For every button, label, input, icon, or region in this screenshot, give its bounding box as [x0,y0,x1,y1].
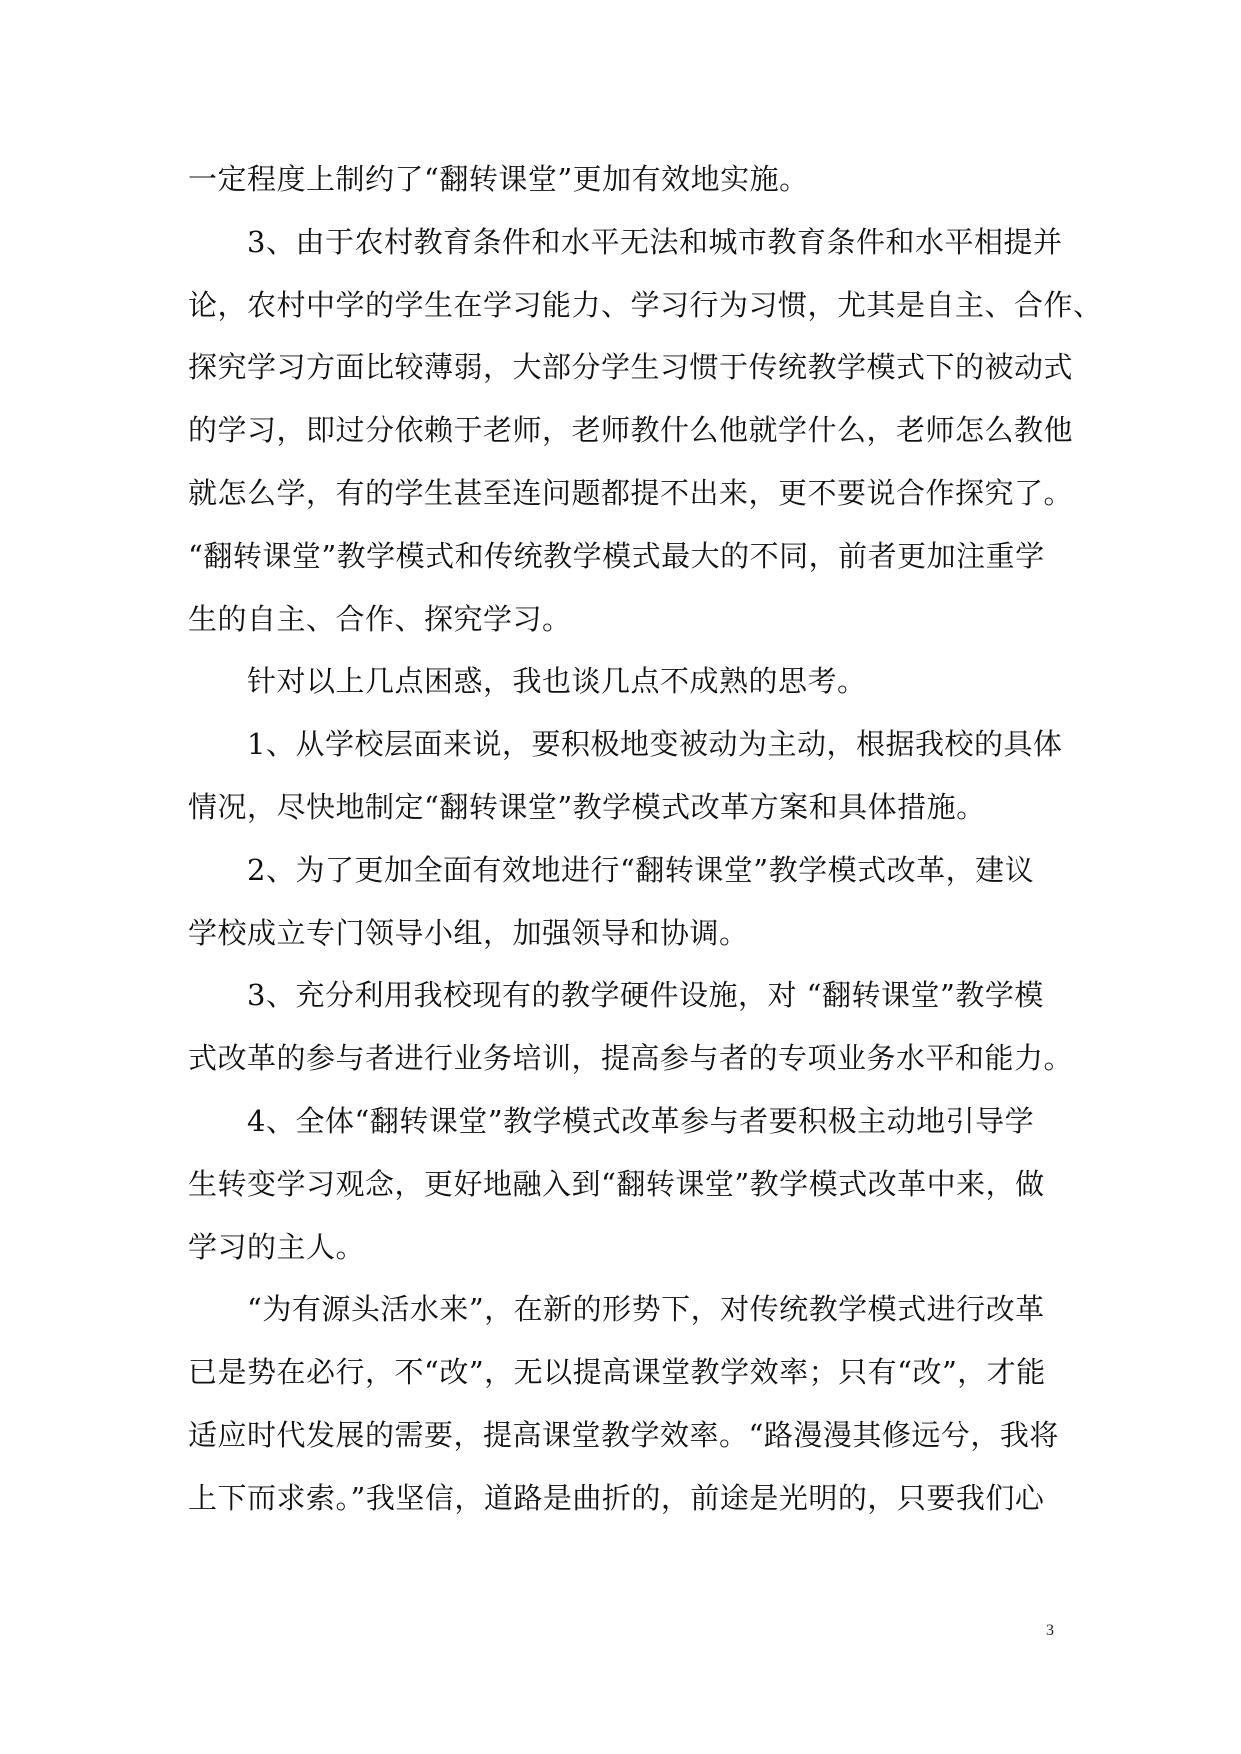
text-line: 学校成立专门领导小组，加强领导和协调。 [188,915,749,950]
text-line: 4、全体“翻转课堂”教学模式改革参与者要积极主动地引导学 [188,1103,1035,1138]
text-line: 论，农村中学的学生在学习能力、学习行为习惯，尤其是自主、合作、 [188,287,1103,322]
text-line: 3、由于农村教育条件和水平无法和城市教育条件和水平相提并 [188,224,1063,259]
page-number: 3 [1046,1622,1054,1639]
text-line: 生的自主、合作、探究学习。 [188,601,572,636]
text-line: 生转变学习观念，更好地融入到“翻转课堂”教学模式改革中来，做 [188,1166,1045,1201]
text-line: 就怎么学，有的学生甚至连问题都提不出来，更不要说合作探究了。 [188,475,1074,510]
text-line: 已是势在必行，不“改”，无以提高课堂教学效率；只有“改”，才能 [188,1355,1046,1390]
text-line: 3、充分利用我校现有的教学硬件设施，对 “翻转课堂”教学模 [188,978,1044,1013]
text-line: 1、从学校层面来说，要积极地变被动为主动，根据我校的具体 [188,727,1063,762]
text-line: 式改革的参与者进行业务培训，提高参与者的专项业务水平和能力。 [188,1041,1074,1076]
text-line: “翻转课堂”教学模式和传统教学模式最大的不同，前者更加注重学 [188,538,1045,573]
text-line: 情况，尽快地制定“翻转课堂”教学模式改革方案和具体措施。 [188,789,986,824]
text-line: 一定程度上制约了“翻转课堂”更加有效地实施。 [188,162,809,196]
text-line: 探究学习方面比较薄弱，大部分学生习惯于传统教学模式下的被动式 [188,350,1074,385]
text-line: 的学习，即过分依赖于老师，老师教什么他就学什么，老师怎么教他 [188,413,1074,448]
text-line: “为有源头活水来”，在新的形势下，对传统教学模式进行改革 [188,1292,1045,1327]
text-line: 上下而求索。”我坚信，道路是曲折的，前途是光明的，只要我们心 [188,1480,1045,1515]
text-line: 学习的主人。 [188,1229,366,1264]
text-line: 2、为了更加全面有效地进行“翻转课堂”教学模式改革，建议 [188,852,1035,887]
body-text [188,148,1103,1530]
text-line: 针对以上几点困惑，我也谈几点不成熟的思考。 [188,664,867,699]
text-line: 适应时代发展的需要，提高课堂教学效率。“路漫漫其修远兮，我将 [188,1417,1059,1452]
